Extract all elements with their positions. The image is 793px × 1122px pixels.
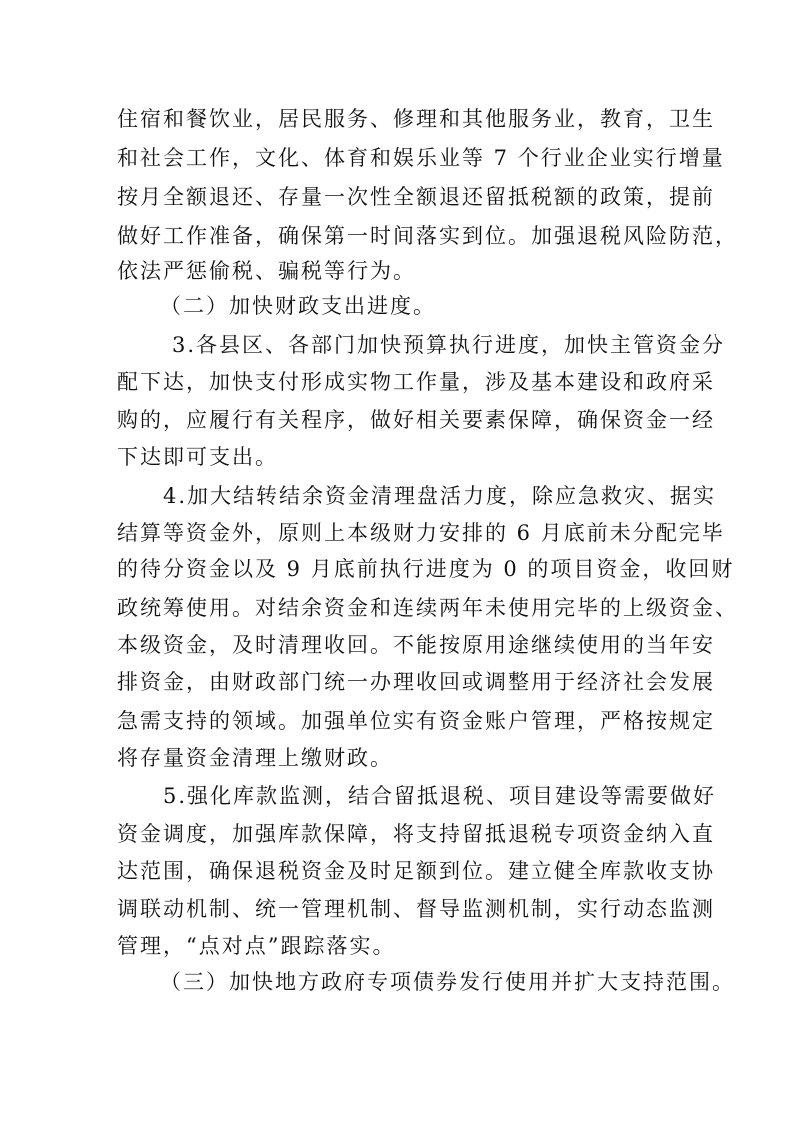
body-text-line: 资金调度，加强库款保障，将支持留抵退税专项资金纳入直 (117, 822, 715, 846)
body-text-line: 的待分资金以及 9 月底前执行进度为 0 的项目资金，收回财 (117, 557, 735, 581)
body-text-line: 结算等资金外，原则上本级财力安排的 6 月底前未分配完毕 (117, 521, 725, 545)
body-text-line: 和社会工作，文化、体育和娱乐业等 7 个行业企业实行增量 (117, 146, 725, 170)
body-text-line: 按月全额退还、存量一次性全额退还留抵税额的政策，提前 (117, 185, 715, 209)
body-text-line: 依法严惩偷税、骗税等行为。 (117, 259, 416, 283)
paragraph-start-line: 5.强化库款监测，结合留抵退税、项目建设等需要做好 (163, 784, 717, 808)
body-text-line: 政统筹使用。对结余资金和连续两年未使用完毕的上级资金、 (117, 596, 738, 620)
body-text-line: 住宿和餐饮业，居民服务、修理和其他服务业，教育，卫生 (117, 107, 715, 131)
body-text-line: 急需支持的领域。加强单位实有资金账户管理，严格按规定 (117, 709, 715, 733)
body-text-line: 达范围，确保退税资金及时足额到位。建立健全库款收支协 (117, 859, 715, 883)
body-text-line: 下达即可支出。 (117, 445, 278, 469)
body-text-line: 管理，“点对点”跟踪落实。 (117, 934, 396, 958)
body-text-line: 购的，应履行有关程序，做好相关要素保障，确保资金一经 (117, 408, 715, 432)
section-heading: （三）加快地方政府专项债券发行使用并扩大支持范围。 (160, 970, 735, 994)
body-text-line: 排资金，由财政部门统一办理收回或调整用于经济社会发展 (117, 670, 715, 694)
section-heading: （二）加快财政支出进度。 (160, 294, 436, 318)
paragraph-start-line: 3.各县区、各部门加快预算执行进度，加快主管资金分 (172, 333, 726, 357)
body-text-line: 配下达，加快支付形成实物工作量，涉及基本建设和政府采 (117, 370, 715, 394)
body-text-line: 将存量资金清理上缴财政。 (117, 746, 393, 770)
body-text-line: 本级资金，及时清理收回。不能按原用途继续使用的当年安 (117, 633, 715, 657)
paragraph-start-line: 4.加大结转结余资金清理盘活力度，除应急救灾、据实 (163, 484, 717, 508)
body-text-line: 调联动机制、统一管理机制、督导监测机制，实行动态监测 (117, 897, 715, 921)
body-text-line: 做好工作准备，确保第一时间落实到位。加强退税风险防范， (117, 224, 738, 248)
